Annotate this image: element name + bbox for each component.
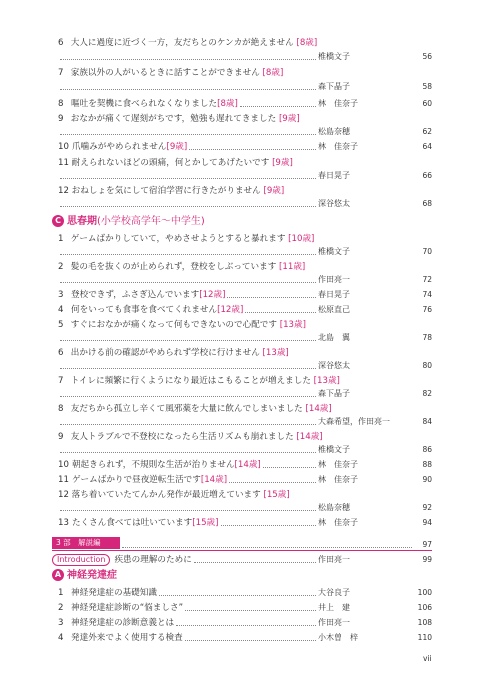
section-badge: A [52, 569, 64, 581]
section-heading-a: A 神経発達症 [52, 568, 117, 584]
toc-entry[interactable]: 13 たくさん食べては吐いています [15歳] 林 佳奈子 94 [58, 518, 432, 528]
toc-entry[interactable]: 4 発達外来でよく使用する検査 小木曽 梓 110 [58, 633, 432, 643]
leader-dots [240, 106, 316, 107]
leader-dots [60, 452, 316, 453]
leader-dots [60, 368, 316, 369]
introduction-label: Introduction [52, 554, 110, 566]
leader-dots [60, 340, 316, 341]
leader-dots [229, 482, 316, 483]
leader-dots [176, 625, 316, 626]
toc-entry[interactable]: 10 爪噛みがやめられません [9歳] 林 佳奈子 64 [58, 142, 432, 152]
toc-entry[interactable]: 12 おねしょを気にして宿泊学習に行きたがりません [9歳] [58, 186, 285, 196]
toc-entry-author-row: 松島奈穂 62 [58, 126, 432, 138]
toc-entry[interactable]: 11 ゲームばかりで昼夜逆転生活です [14歳] 林 佳奈子 90 [58, 475, 432, 485]
toc-entry[interactable]: 8 友だちから孤立し辛くて風邪薬を大量に飲んでしまいました [14歳] [58, 404, 332, 414]
leader-dots [263, 467, 316, 468]
part-page-row: 97 [120, 539, 432, 551]
toc-entry-author-row: 椎橋文子 70 [58, 246, 432, 258]
leader-dots [60, 254, 316, 255]
toc-entry-author-row: 深谷悠太 80 [58, 360, 432, 372]
toc-entry[interactable]: 3 神経発達症の診断意義とは 作田亮一 108 [58, 618, 432, 628]
toc-entry-author-row: 北島 翼 78 [58, 332, 432, 344]
toc-entry[interactable]: 9 友人トラブルで不登校になったら生活リズムも崩れました [14歳] [58, 432, 323, 442]
leader-dots [221, 525, 316, 526]
toc-entry-author-row: 深谷悠太 68 [58, 198, 432, 210]
toc-entry-author-row: 春日晃子 66 [58, 170, 432, 182]
toc-entry[interactable]: 6 大人に過度に近づく一方，友だちとのケンカが絶えません [8歳] [58, 38, 318, 48]
leader-dots [185, 640, 316, 641]
toc-entry[interactable]: 2 髪の毛を抜くのが止められず，登校をしぶっています [11歳] [58, 262, 306, 272]
toc-entry[interactable]: 8 嘔吐を契機に食べられなくなりました [8歳] 林 佳奈子 60 [58, 99, 432, 109]
leader-dots [60, 178, 316, 179]
toc-entry[interactable]: 1 ゲームばかりしていて，やめさせようとすると暴れます [10歳] [58, 234, 315, 244]
toc-entry[interactable]: 3 登校できず，ふさぎ込んでいます [12歳] 春日晃子 74 [58, 290, 432, 300]
toc-entry[interactable]: 1 神経発達症の基礎知識 大谷良子 100 [58, 588, 432, 598]
toc-entry[interactable]: 7 トイレに頻繁に行くようになり最近はこもることが増えました [13歳] [58, 376, 340, 386]
leader-dots [60, 510, 316, 511]
leader-dots [122, 547, 412, 548]
toc-entry-introduction[interactable]: Introduction 疾患の理解のために 作田亮一 99 [52, 553, 432, 567]
leader-dots [185, 610, 316, 611]
toc-entry[interactable]: 5 すぐにおなかが痛くなって何もできないので心配です [13歳] [58, 320, 306, 330]
toc-entry-author-row: 椎橋文子 56 [58, 51, 432, 63]
leader-dots [60, 134, 316, 135]
leader-dots [189, 149, 316, 150]
toc-entry[interactable]: 4 何をいっても食事を食べてくれません [12歳] 松原直己 76 [58, 305, 432, 315]
toc-entry[interactable]: 9 おなかが痛くて遅刻がちです，勉強も遅れてきました [9歳] [58, 114, 300, 124]
toc-entry-author-row: 森下晶子 58 [58, 81, 432, 93]
part-header[interactable]: 3 部 解説編 [52, 537, 120, 549]
toc-entry[interactable]: 7 家族以外の人がいるときに話すことができません [8歳] [58, 68, 284, 78]
toc-entry-author-row: 椎橋文子 86 [58, 444, 432, 456]
leader-dots [60, 59, 316, 60]
leader-dots [60, 424, 316, 425]
toc-entry[interactable]: 2 神経発達症診断の“悩ましさ” 井上 建 106 [58, 603, 432, 613]
toc-entry[interactable]: 6 出かける前の確認がやめられず学校に行けません [13歳] [58, 348, 289, 358]
leader-dots [227, 297, 316, 298]
toc-entry-author-row: 大森希望，作田亮一 84 [58, 416, 432, 428]
leader-dots [159, 595, 316, 596]
section-badge: C [52, 215, 64, 227]
section-heading-c: C 思春期(小学校高学年～中学生) [52, 214, 205, 230]
toc-entry-author-row: 作田亮一 72 [58, 274, 432, 286]
leader-dots [60, 396, 316, 397]
page-number: vii [423, 654, 432, 663]
toc-entry[interactable]: 10 朝起きられず，不規則な生活が治りません [14歳] 林 佳奈子 88 [58, 460, 432, 470]
toc-entry[interactable]: 12 落ち着いていたてんかん発作が最近増えています [15歳] [58, 490, 290, 500]
leader-dots [60, 282, 316, 283]
toc-entry-author-row: 松島奈穂 92 [58, 502, 432, 514]
leader-dots [245, 312, 316, 313]
toc-entry[interactable]: 11 耐えられないほどの頭痛，何とかしてあげたいです [9歳] [58, 158, 293, 168]
toc-entry-author-row: 森下晶子 82 [58, 388, 432, 400]
leader-dots [194, 562, 316, 563]
leader-dots [60, 206, 316, 207]
leader-dots [60, 89, 316, 90]
